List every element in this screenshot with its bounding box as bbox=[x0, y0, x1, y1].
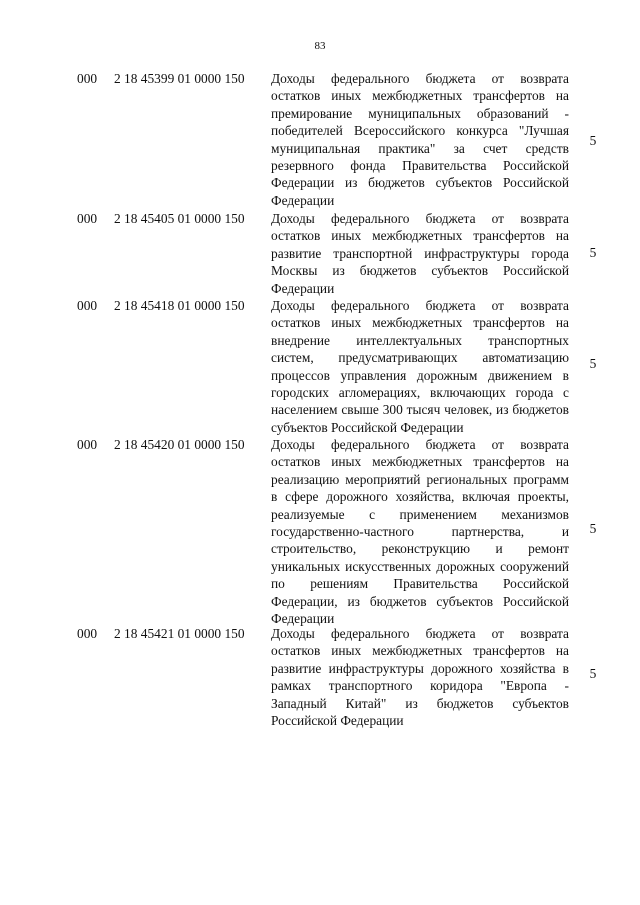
admin-code: 000 bbox=[77, 626, 98, 641]
page-number: 83 bbox=[314, 40, 326, 52]
norm-value: 5 bbox=[589, 521, 597, 536]
norm-value: 5 bbox=[589, 356, 597, 371]
income-description: Доходы федерального бюджета от возврата остатков иных межбюджетных трансфертов на реализацию мероприятий региональных программ в сфере дорожного хозяйства, включая проекты, реализуемые с применением механизмов государственно-частного партнерства, и строительство, реконструкцию и ремонт уникальных искусственных дорожных сооружений по решениям Правительства Российской Федерации, из бюджетов субъектов Российской Федерации bbox=[271, 437, 569, 627]
income-code: 2 18 45420 01 0000 150 bbox=[114, 437, 245, 452]
income-code: 2 18 45421 01 0000 150 bbox=[114, 626, 245, 641]
income-description: Доходы федерального бюджета от возврата остатков иных межбюджетных трансфертов на развитие транспортной инфраструктуры города Москвы из бюджетов субъектов Российской Федерации bbox=[271, 211, 569, 296]
income-code: 2 18 45418 01 0000 150 bbox=[114, 298, 245, 313]
admin-code: 000 bbox=[77, 298, 98, 313]
income-code: 2 18 45399 01 0000 150 bbox=[114, 71, 245, 86]
norm-value: 5 bbox=[589, 133, 597, 148]
income-code: 2 18 45405 01 0000 150 bbox=[114, 211, 245, 226]
income-description: Доходы федерального бюджета от возврата остатков иных межбюджетных трансфертов на развитие инфраструктуры дорожного хозяйства в рамках транспортного коридора "Европа - Западный Китай" из бюджетов субъектов Российской Федерации bbox=[271, 626, 569, 729]
income-description: Доходы федерального бюджета от возврата остатков иных межбюджетных трансфертов на премирование муниципальных образований - победителей Всероссийского конкурса "Лучшая муниципальная практика" за счет средств резервного фонда Правительства Российской Федерации из бюджетов субъектов Российской Федерации bbox=[271, 71, 569, 208]
admin-code: 000 bbox=[77, 211, 98, 226]
norm-value: 5 bbox=[589, 245, 597, 260]
admin-code: 000 bbox=[77, 71, 98, 86]
income-description: Доходы федерального бюджета от возврата остатков иных межбюджетных трансфертов на внедрение интеллектуальных транспортных систем, предусматривающих автоматизацию процессов управления дорожным движением в городских агломерациях, включающих города с населением свыше 300 тысяч человек, из бюджетов субъектов Российской Федерации bbox=[271, 298, 569, 435]
norm-value: 5 bbox=[589, 666, 597, 681]
admin-code: 000 bbox=[77, 437, 98, 452]
